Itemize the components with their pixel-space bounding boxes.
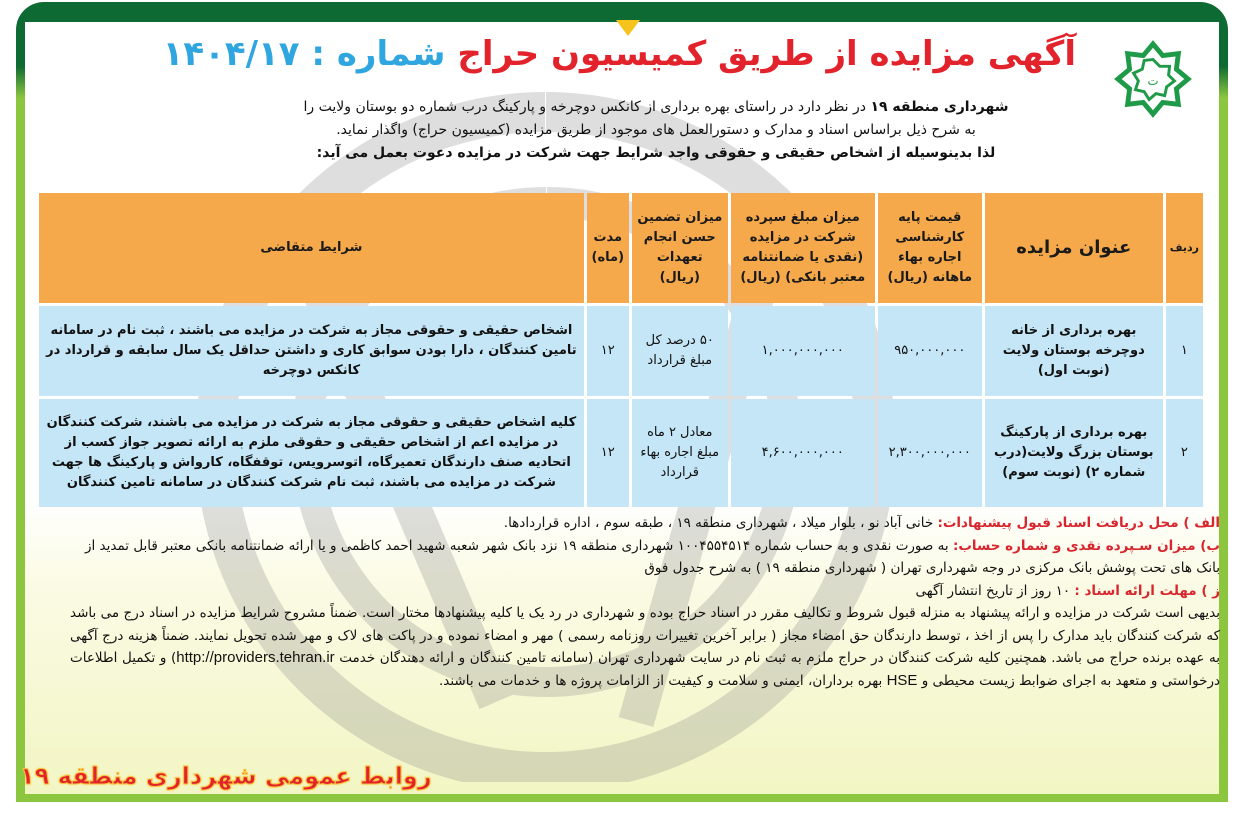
top-green-bar — [16, 2, 1228, 22]
intro-line1: در نظر دارد در راستای بهره برداری از کانکس دوچرخه و پارکینگ درب شماره دو بوستان ولایت را — [303, 99, 871, 115]
terms-part3: بهره برداران، ایمنی و سلامت و کیفیت از الزامات پروژه ها و خدمات می باشند. — [438, 672, 887, 689]
cell-title: بهره برداری از خانه دوچرخه بوستان ولایت (نوبت اول) — [985, 306, 1163, 396]
note-z-text: ۱۰ روز از تاریخ انتشار آگهی — [915, 582, 1075, 599]
bottom-border — [16, 794, 1228, 802]
cell-duration: ۱۲ — [587, 306, 629, 396]
title-number: ۱۴۰۴/۱۷ — [162, 34, 300, 74]
intro-line3: لذا بدینوسیله از اشخاص حقیقی و حقوقی واجد شرایط جهت شرکت در مزایده دعوت بعمل می آید: — [316, 145, 996, 161]
table-row — [39, 399, 1203, 507]
note-z-label: ز ) مهلت ارائه اسناد : — [1074, 582, 1220, 599]
table-header-row — [39, 193, 1203, 303]
cell-base-price: ۹۵۰,۰۰۰,۰۰۰ — [878, 306, 982, 396]
intro-org: شهرداری منطقه ۱۹ — [870, 99, 1009, 115]
notes-section — [70, 512, 1220, 692]
col-guarantee: میزان تضمین حسن انجام تعهدات (ریال) — [632, 193, 728, 303]
cell-row: ۱ — [1166, 306, 1203, 396]
note-b-text: به صورت نقدی و به حساب شماره ۱۰۰۴۵۵۴۵۱۴ شهرداری منطقه ۱۹ نزد بانک شهر شعبه شهید احمد کاظمی و یا ارائه ضمانتنامه بانکی معتبر قابل تمدید از بانک های تحت پوشش بانک مرکزی در وجه شهرداری تهران ( شهرداری منطقه ۱۹ ) به شرح جدول فوق — [84, 537, 1220, 576]
cell-guarantee: معادل ۲ ماه مبلغ اجاره بهاء قرارداد — [632, 399, 728, 507]
intro-line2: به شرح ذیل براساس اسناد و مدارک و دستورالعمل های موجود از طریق مزایده (کمیسیون حراج) واگذار نماید. — [336, 122, 976, 138]
col-row: ردیف — [1166, 193, 1203, 303]
intro-text — [216, 96, 1096, 165]
auction-table — [36, 190, 1206, 510]
terms-part2: ) و تکمیل اطلاعات درخواستی و متعهد به اجرای ضوابط زیست محیطی و — [70, 650, 1220, 689]
note-a — [70, 512, 1220, 535]
cell-guarantee: ۵۰ درصد کل مبلغ قرارداد — [632, 306, 728, 396]
cell-row: ۲ — [1166, 399, 1203, 507]
cell-deposit: ۱,۰۰۰,۰۰۰,۰۰۰ — [731, 306, 875, 396]
col-deposit: میزان مبلغ سپرده شرکت در مزایده (نقدی یا ضمانتنامه معتبر بانکی) (ریال) — [731, 193, 875, 303]
cell-conditions: کلیه اشخاص حقیقی و حقوقی مجاز به شرکت در مزایده می باشند، شرکت کنندگان در مزایده اعم از اشخاص حقیقی و حقوقی ملزم به ارائه تصویر جواز کسب از اتحادیه صنف دارندگان تعمیرگاه، اتوسرویس، توقفگاه، کارواش و پارکینگ ها جهت شرکت در مزایده می باشند، ثبت نام شرکت کنندگان در سامانه تامین کنندگان — [39, 399, 584, 507]
cell-deposit: ۴,۶۰۰,۰۰۰,۰۰۰ — [731, 399, 875, 507]
note-a-label: الف ) محل دریافت اسناد قبول پیشنهادات: — [937, 515, 1220, 531]
col-conditions: شرایط متقاضی — [39, 193, 584, 303]
cell-title: بهره برداری از پارکینگ بوستان بزرگ ولایت(درب شماره ۲) (نوبت سوم) — [985, 399, 1163, 507]
left-border — [16, 2, 25, 802]
terms-part1: بدیهی است شرکت در مزایده و ارائه پیشنهاد به منزله قبول شروط و تکالیف مقرر در اسناد حراج بوده و شهرداری در رد یک یا کلیه پیشنهادها مختار است. ضمناً مشروح شرایط مزایده در اسناد درج می باشد که شرکت کنندگان باید مدارک را پس از اخذ ، توسط دارندگان حق امضاء مجاز ( برابر آخرین تغییرات روزنامه رسمی ) مهر و امضاء نموده و در پاکت های لاک و مهر شده تحویل نمایند. ضمناً هزینه درج آگهی به عهده برنده حراج می باشد. همچنین کلیه شرکت کنندگان در حراج ملزم به ثبت نام در سایت شهرداری تهران (سامانه تامین کنندگان و ارائه دهندگان خدمت — [70, 605, 1221, 666]
cell-base-price: ۲,۳۰۰,۰۰۰,۰۰۰ — [878, 399, 982, 507]
cell-duration: ۱۲ — [587, 399, 629, 507]
note-b — [70, 535, 1220, 580]
col-base-price: قیمت پایه کارشناسی اجاره بهاء ماهانه (ریال) — [878, 193, 982, 303]
col-duration: مدت (ماه) — [587, 193, 629, 303]
terms-paragraph — [70, 602, 1220, 692]
page-title — [162, 32, 1076, 76]
right-border — [1219, 2, 1228, 802]
hse-label: HSE — [886, 671, 918, 689]
providers-link[interactable]: http://providers.tehran.ir — [176, 649, 335, 666]
title-number-label: شماره : — [311, 34, 446, 74]
svg-text:ت: ت — [1147, 73, 1159, 88]
cell-conditions: اشخاص حقیقی و حقوقی مجاز به شرکت در مزایده می باشند ، ثبت نام در سامانه تامین کنندگان ، دارا بودن سوابق کاری و داشتن حداقل یک سال سابقه و قرارداد در کانکس دوچرخه — [39, 306, 584, 396]
table-row — [39, 306, 1203, 396]
note-a-text: خانی آباد نو ، بلوار میلاد ، شهرداری منطقه ۱۹ ، طبقه سوم ، اداره قراردادها. — [503, 515, 938, 531]
tehran-municipality-logo-icon — [1114, 40, 1192, 118]
footer-signature: روابط عمومی شهرداری منطقه ۱۹ — [20, 762, 432, 790]
note-b-label: ب) میزان سـپرده نقدی و شماره حساب: — [952, 537, 1220, 554]
note-z — [70, 580, 1220, 603]
title-main: آگهی مزایده از طریق کمیسیون حراج — [457, 34, 1076, 74]
col-title: عنوان مزایده — [985, 193, 1163, 303]
